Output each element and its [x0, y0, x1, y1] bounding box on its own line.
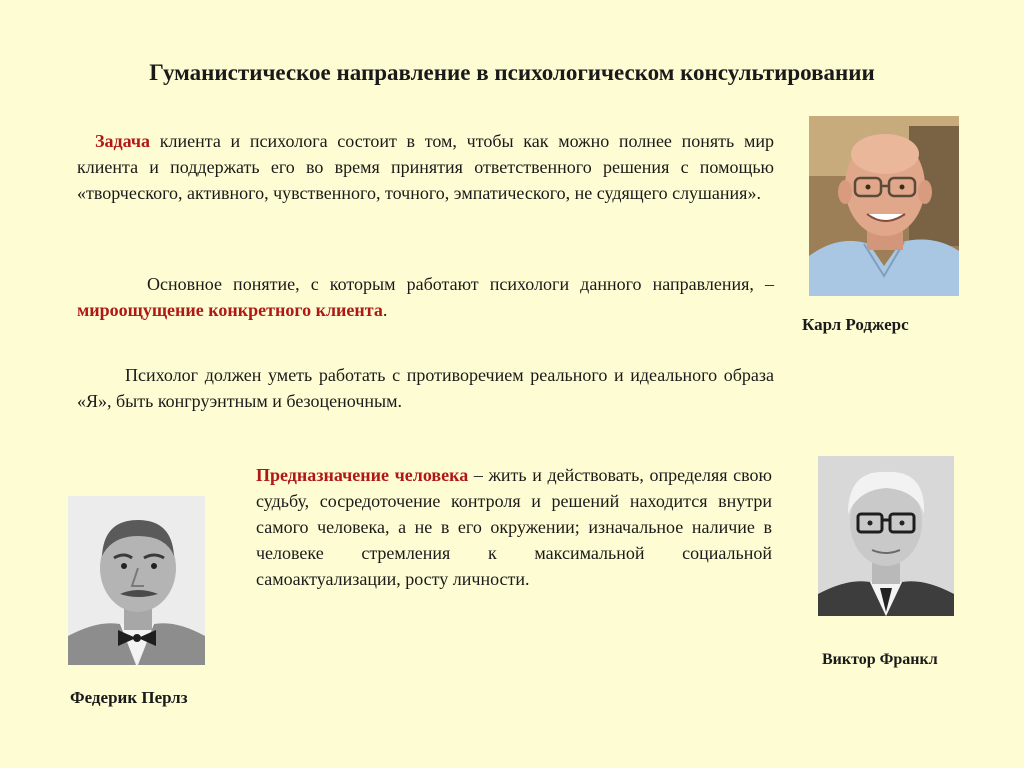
task-paragraph: [77, 128, 774, 206]
rogers-caption: Карл Роджерс: [802, 315, 909, 334]
concept-text-before: Основное понятие, с которым работают психологи данного направления, –: [147, 274, 774, 294]
concept-text-after: .: [382, 300, 388, 320]
slide-title: Гуманистическое направление в психологическом консультировании: [149, 60, 875, 85]
frankl-caption: Виктор Франкл: [822, 651, 938, 668]
perls-photo: [68, 496, 205, 665]
frankl-photo: [818, 456, 954, 616]
concept-highlight: мироощущение конкретного клиента: [77, 300, 383, 320]
purpose-text: – жить и действовать, определяя свою судьбу, сосредоточение контроля и решений находится внутри самого человека, а не в его окружении; изначальное наличие в человеке стремления к максимальной социальной самоактуализации, росту личности.: [256, 465, 772, 589]
purpose-highlight: Предназначение человека: [256, 465, 469, 485]
purpose-paragraph: [256, 462, 772, 592]
task-highlight: Задача: [95, 131, 151, 151]
psychologist-paragraph: Психолог должен уметь работать с противоречием реального и идеального образа «Я», быть конгруэнтным и безоценочным.: [77, 365, 774, 411]
perls-caption: Федерик Перлз: [70, 688, 188, 707]
rogers-photo: [809, 116, 959, 296]
task-text: клиента и психолога состоит в том, чтобы как можно полнее понять мир клиента и поддержать его во время принятия ответственного решения с помощью «творческого, активного, чувственного, точного, эмпатического, не судящего слушания».: [77, 131, 774, 203]
concept-paragraph: [77, 271, 774, 323]
